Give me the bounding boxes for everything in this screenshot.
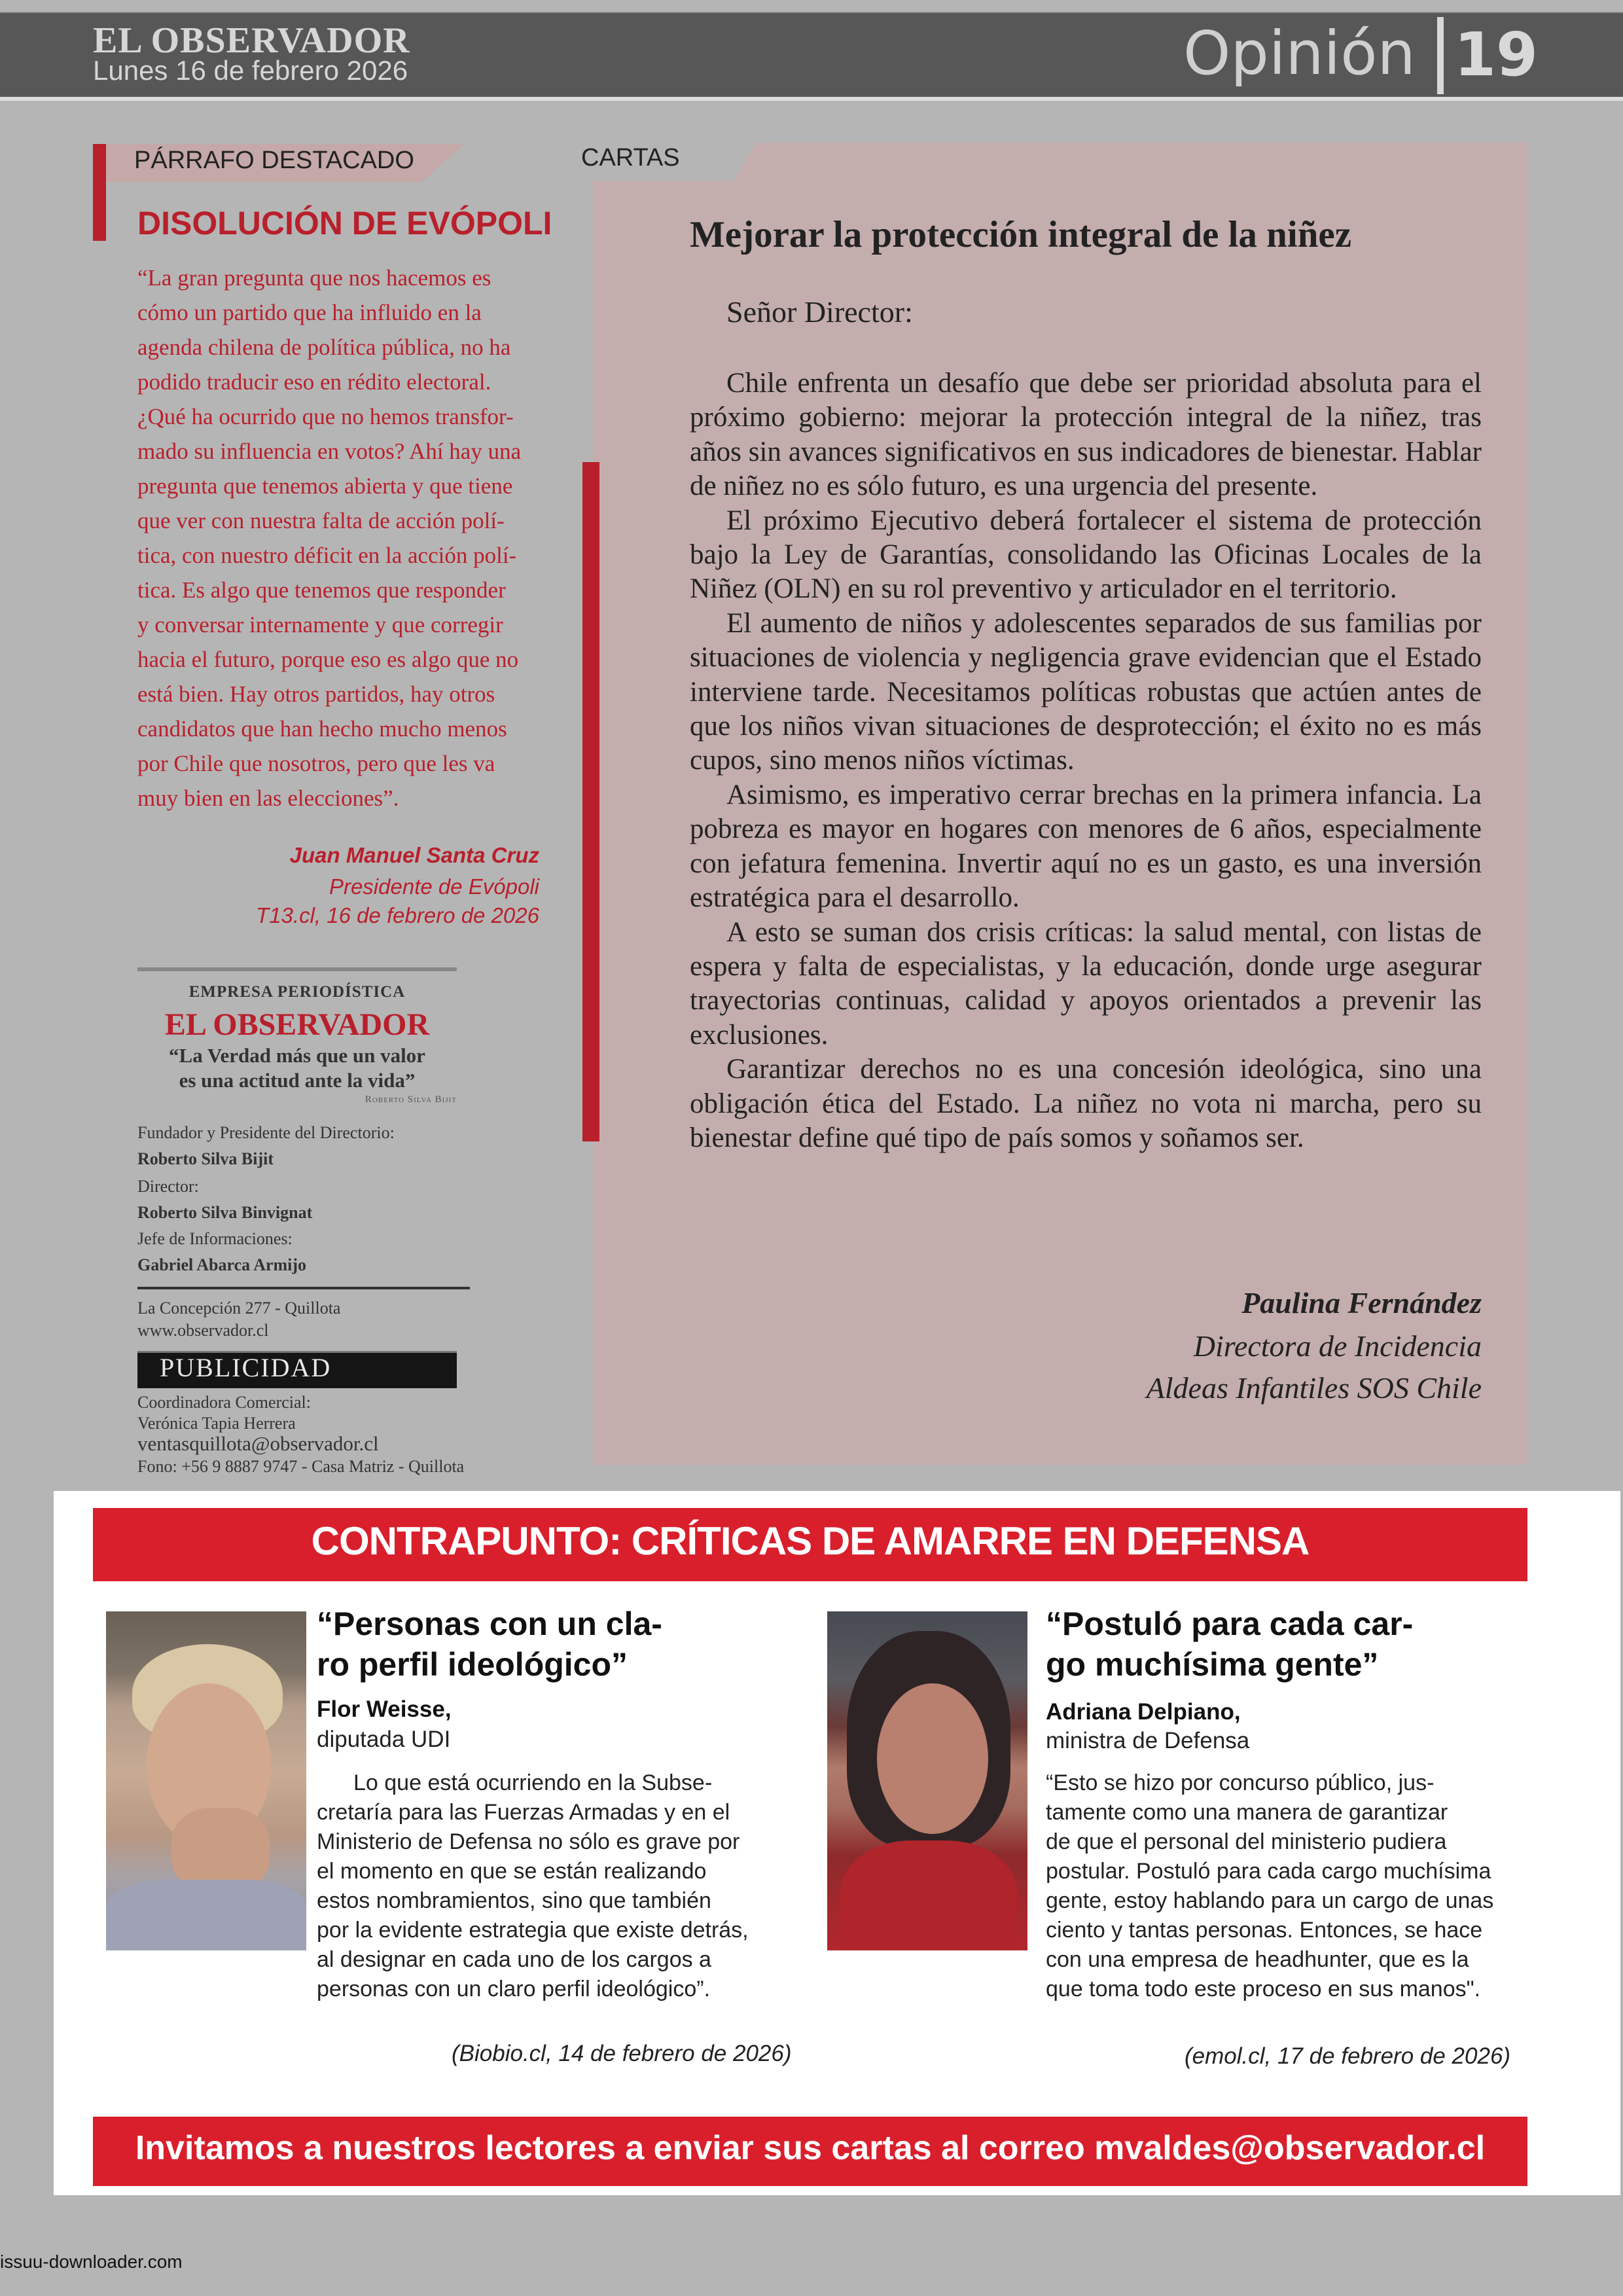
motto-signature: Roberto Silva Bijit bbox=[365, 1094, 457, 1105]
right-headline bbox=[1046, 1604, 1413, 1685]
letter-paragraph: El próximo Ejecutivo deberá fortalecer el sistema de protección bajo la Ley de Garantías, consolidando las Oficinas Locales de la Niñez (OLN) en su rol preventivo y articulador en el territorio. bbox=[690, 505, 1482, 605]
letter-author: Paulina Fernández bbox=[1241, 1286, 1482, 1319]
letter-paragraph: A esto se suman dos crisis críticas: la salud mental, con listas de espera y falta de especialistas, y la educación, donde urge asegurar trayectorias continuas, calidad y apoyos orientados a prevenir las exclusiones. bbox=[690, 916, 1482, 1050]
quote-line: Ministerio de Defensa no sólo es grave por bbox=[317, 1829, 740, 1854]
left-speaker-role: diputada UDI bbox=[317, 1727, 451, 1752]
quote-line: ciento y tantas personas. Entonces, se hace bbox=[1046, 1918, 1483, 1943]
staff-motto bbox=[137, 1043, 457, 1093]
quote-line: cómo un partido que ha influido en la bbox=[137, 300, 482, 325]
staff-divider bbox=[137, 1287, 470, 1289]
right-speaker-name: Adriana Delpiano, bbox=[1046, 1699, 1241, 1725]
quote-line: podido traducir eso en rédito electoral. bbox=[137, 369, 491, 395]
quote-line: “Esto se hizo por concurso público, jus- bbox=[1046, 1770, 1435, 1795]
letter-paragraph: Chile enfrenta un desafío que debe ser prioridad absoluta para el próximo gobierno: mejorar la protección integral de la niñez, tras años sin avances significativos en sus indicadores de bienestar. Hablar de niñez no es sólo futuro, es una urgencia del presente. bbox=[690, 368, 1482, 502]
contrapunto-title: CONTRAPUNTO: CRÍTICAS DE AMARRE EN DEFENSA bbox=[311, 1519, 1310, 1563]
headline-line: “Personas con un cla- bbox=[317, 1605, 662, 1642]
featured-label: PÁRRAFO DESTACADO bbox=[134, 147, 414, 174]
info-chief-label: Jefe de Informaciones: bbox=[137, 1229, 293, 1248]
headline-line: ro perfil ideológico” bbox=[317, 1646, 628, 1683]
quote-line: el momento en que se están realizando bbox=[317, 1859, 707, 1884]
letter-title: Mejorar la protección integral de la niñez bbox=[690, 214, 1351, 255]
director-label: Director: bbox=[137, 1177, 199, 1196]
adriana-delpiano-photo bbox=[827, 1611, 1027, 1950]
flor-weisse-photo bbox=[106, 1611, 306, 1950]
director-name: Roberto Silva Binvignat bbox=[137, 1203, 313, 1222]
commercial-name: Verónica Tapia Herrera bbox=[137, 1414, 296, 1433]
page-number-divider bbox=[1437, 17, 1444, 94]
quote-line: postular. Postuló para cada cargo muchísima bbox=[1046, 1859, 1491, 1884]
headline-line: go muchísima gente” bbox=[1046, 1646, 1379, 1683]
shirt-shape bbox=[106, 1880, 306, 1950]
letters-invitation-text[interactable]: Invitamos a nuestros lectores a enviar sus cartas al correo mvaldes@observador.cl bbox=[135, 2129, 1486, 2167]
quote-line: personas con un claro perfil ideológico”. bbox=[317, 1977, 711, 2001]
featured-author-role: Presidente de Evópoli bbox=[329, 874, 539, 899]
letter-section-label: CARTAS bbox=[581, 144, 680, 171]
face-shape bbox=[877, 1683, 988, 1834]
quote-line: gente, estoy hablando para un cargo de unas bbox=[1046, 1888, 1494, 1913]
commercial-email[interactable]: ventasquillota@observador.cl bbox=[137, 1432, 379, 1455]
letter-paragraph: El aumento de niños y adolescentes separados de sus familias por situaciones de violencia y negligencia grave evidencian que el Estado interviene tarde. Necesitamos políticas robustas que actúen antes de que los niños vivan situaciones de desprotección; el éxito no es más cupos, sino menos niños víctimas. bbox=[690, 607, 1482, 776]
letter-author-role: Directora de Incidencia bbox=[1193, 1329, 1482, 1363]
letter-author-organization: Aldeas Infantiles SOS Chile bbox=[1146, 1371, 1482, 1405]
letter-paragraph: Asimismo, es imperativo cerrar brechas en la primera infancia. La pobreza es mayor en hogares con menores de 6 años, especialmente con jefatura femenina. Invertir aquí no es un gasto, es una inversión estratégica para el desarrollo. bbox=[690, 779, 1482, 914]
masthead-paper-name: EL OBSERVADOR bbox=[93, 20, 410, 61]
quote-line: que toma todo este proceso en sus manos". bbox=[1046, 1977, 1481, 2001]
quote-line: tica. Es algo que tenemos que responder bbox=[137, 577, 506, 603]
quote-line: ¿Qué ha ocurrido que no hemos transfor- bbox=[137, 404, 514, 429]
letter-accent-bar bbox=[582, 462, 599, 1141]
founder-label: Fundador y Presidente del Directorio: bbox=[137, 1123, 395, 1142]
quote-line: “La gran pregunta que nos hacemos es bbox=[137, 265, 491, 291]
info-chief-name: Gabriel Abarca Armijo bbox=[137, 1255, 307, 1274]
right-quote bbox=[1046, 1768, 1530, 2004]
staff-address: La Concepción 277 - Quillota bbox=[137, 1299, 341, 1318]
right-speaker-role: ministra de Defensa bbox=[1046, 1728, 1250, 1753]
quote-line: pregunta que tenemos abierta y que tiene bbox=[137, 473, 513, 499]
quote-line: por Chile que nosotros, pero que les va bbox=[137, 751, 495, 776]
staff-kicker: EMPRESA PERIODÍSTICA bbox=[188, 983, 406, 1001]
quote-line: al designar en cada uno de los cargos a bbox=[317, 1947, 711, 1972]
left-source: (Biobio.cl, 14 de febrero de 2026) bbox=[452, 2041, 792, 2066]
featured-accent-bar bbox=[93, 144, 106, 241]
staff-phone: Fono: +56 9 8887 9747 - Casa Matriz - Quillota bbox=[137, 1457, 465, 1476]
watermark-text: issuu-downloader.com bbox=[0, 2251, 183, 2272]
quote-line: agenda chilena de política pública, no ha bbox=[137, 334, 511, 360]
featured-quote bbox=[137, 260, 543, 816]
letter-body bbox=[690, 367, 1482, 1155]
advertising-label: PUBLICIDAD bbox=[160, 1353, 332, 1382]
staff-logo: EL OBSERVADOR bbox=[164, 1007, 430, 1042]
quote-line: hacia el futuro, porque eso es algo que no bbox=[137, 647, 519, 672]
masthead-date: Lunes 16 de febrero 2026 bbox=[93, 55, 408, 86]
quote-line: estos nombramientos, sino que también bbox=[317, 1888, 711, 1913]
quote-line: de que el personal del ministerio pudiera bbox=[1046, 1829, 1447, 1854]
left-quote bbox=[317, 1768, 801, 2004]
quote-line: por la evidente estrategia que existe detrás, bbox=[317, 1918, 749, 1943]
quote-line: que ver con nuestra falta de acción polí- bbox=[137, 508, 505, 533]
section-title: Opinión bbox=[1183, 18, 1416, 88]
motto-line: “La Verdad más que un valor bbox=[169, 1044, 425, 1067]
quote-line: mado su influencia en votos? Ahí hay una bbox=[137, 439, 522, 464]
founder-name: Roberto Silva Bijit bbox=[137, 1149, 274, 1168]
left-speaker-name: Flor Weisse, bbox=[317, 1696, 452, 1722]
page-number: 19 bbox=[1454, 20, 1539, 90]
scarf-shape bbox=[840, 1840, 1017, 1950]
left-headline bbox=[317, 1604, 662, 1685]
quote-line: cretaría para las Fuerzas Armadas y en el bbox=[317, 1800, 730, 1825]
quote-line: y conversar internamente y que corregir bbox=[137, 612, 503, 637]
letter-paragraph: Garantizar derechos no es una concesión ideológica, sino una obligación ética del Estado. La niñez no vota ni marcha, pero su bienestar define qué tipo de país somos y soñamos ser. bbox=[690, 1054, 1482, 1153]
quote-line: muy bien en las elecciones”. bbox=[137, 785, 399, 811]
quote-line: tamente como una manera de garantizar bbox=[1046, 1800, 1448, 1825]
featured-source: T13.cl, 16 de febrero de 2026 bbox=[256, 903, 539, 927]
motto-line: es una actitud ante la vida” bbox=[179, 1069, 416, 1092]
quote-line: Lo que está ocurriendo en la Subse- bbox=[353, 1770, 713, 1795]
commercial-label: Coordinadora Comercial: bbox=[137, 1393, 311, 1412]
letter-salutation: Señor Director: bbox=[726, 295, 913, 329]
quote-line: con una empresa de headhunter, que es la bbox=[1046, 1947, 1469, 1972]
featured-title: DISOLUCIÓN DE EVÓPOLI bbox=[137, 205, 552, 242]
quote-line: tica, con nuestro déficit en la acción polí- bbox=[137, 543, 517, 568]
quote-line: está bien. Hay otros partidos, hay otros bbox=[137, 681, 495, 707]
headline-line: “Postuló para cada car- bbox=[1046, 1605, 1414, 1642]
featured-author: Juan Manuel Santa Cruz bbox=[289, 843, 539, 867]
staff-website[interactable]: www.observador.cl bbox=[137, 1321, 269, 1340]
quote-line: candidatos que han hecho mucho menos bbox=[137, 716, 507, 742]
staff-top-rule bbox=[137, 967, 457, 971]
right-source: (emol.cl, 17 de febrero de 2026) bbox=[1185, 2043, 1511, 2069]
